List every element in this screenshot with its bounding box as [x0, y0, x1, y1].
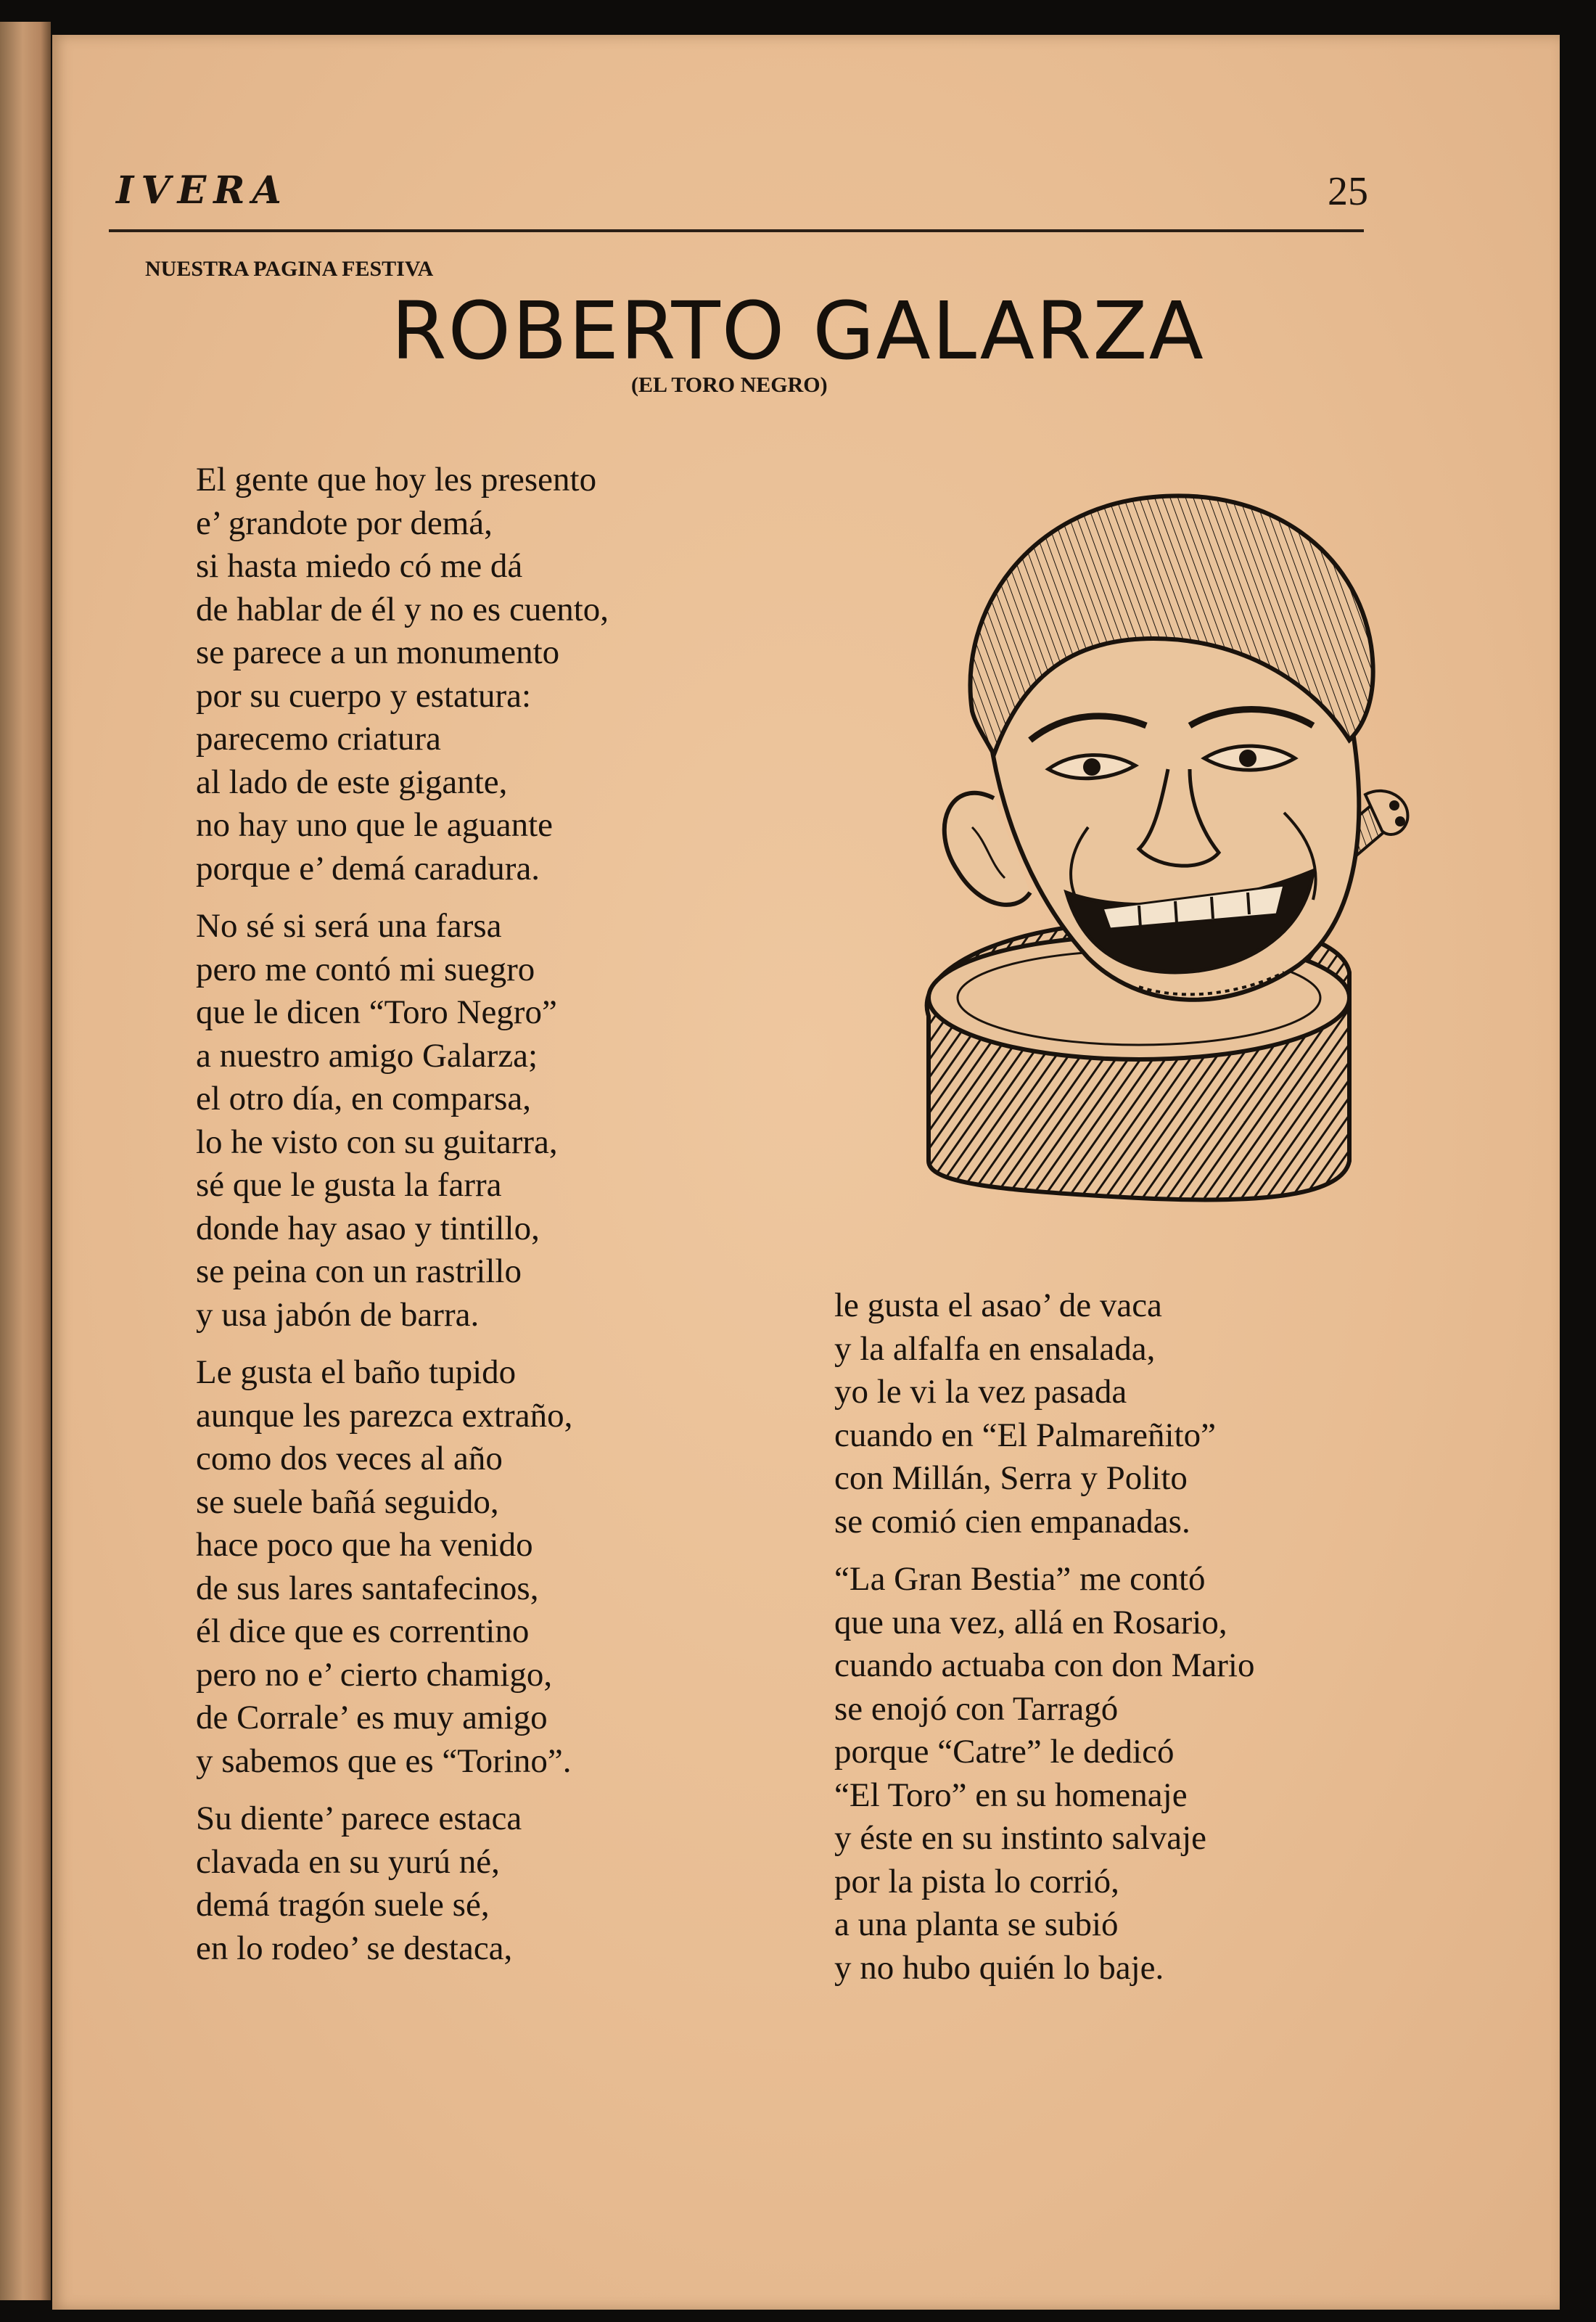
verse-line: se parece a un monumento [196, 633, 560, 671]
verse-line: a una planta se subió [834, 1905, 1119, 1943]
verse-line: se peina con un rastrillo [196, 1252, 522, 1290]
verse-line: parecemo criatura [196, 720, 441, 758]
right-stanza [834, 1284, 1254, 1543]
verse-line: No sé si será una farsa [196, 907, 502, 945]
verse-line: “La Gran Bestia” me contó [834, 1560, 1206, 1598]
poem-right-column [834, 1284, 1254, 2004]
verse-line: no hay uno que le aguante [196, 806, 554, 844]
verse-line: pero me contó mi suegro [196, 950, 535, 988]
left-stanza [196, 1351, 609, 1783]
verse-line: e’ grandote por demá, [196, 504, 493, 542]
verse-line: en lo rodeo’ se destaca, [196, 1929, 513, 1967]
verse-line: Su diente’ parece estaca [196, 1800, 522, 1837]
verse-line: con Millán, Serra y Polito [834, 1459, 1188, 1497]
section-kicker: NUESTRA PAGINA FESTIVA [145, 257, 434, 281]
verse-line: aunque les parezca extraño, [196, 1396, 573, 1435]
verse-line: sé que le gusta la farra [196, 1166, 502, 1204]
running-title: IVERA [116, 168, 289, 213]
verse-line: por la pista lo corrió, [834, 1862, 1119, 1900]
verse-line: él dice que es correntino [196, 1612, 530, 1650]
verse-line: que le dicen “Toro Negro” [196, 993, 557, 1031]
header-rule [109, 229, 1364, 232]
verse-line: si hasta miedo có me dá [196, 547, 523, 585]
verse-line: de Corrale’ es muy amigo [196, 1699, 548, 1736]
verse-line: al lado de este gigante, [196, 763, 508, 801]
verse-line: se suele bañá seguido, [196, 1482, 499, 1521]
verse-line: se comió cien empanadas. [834, 1502, 1190, 1541]
page-number: 25 [1328, 169, 1368, 214]
verse-line: a nuestro amigo Galarza; [196, 1036, 538, 1075]
verse-line: porque e’ demá caradura. [196, 849, 540, 887]
verse-line: el otro día, en comparsa, [196, 1080, 531, 1117]
left-stanza [196, 459, 609, 890]
article-subtitle: (EL TORO NEGRO) [631, 373, 828, 397]
verse-line: se enojó con Tarragó [834, 1689, 1119, 1728]
verse-line: de hablar de él y no es cuento, [196, 590, 609, 628]
verse-line: y la alfalfa en ensalada, [834, 1329, 1156, 1368]
right-stanza [834, 1558, 1254, 1990]
verse-line: hace poco que ha venido [196, 1526, 533, 1564]
verse-line: demá tragón suele sé, [196, 1886, 490, 1924]
article-title: ROBERTO GALARZA [391, 284, 1205, 377]
verse-line: porque “Catre” le dedicó [834, 1733, 1175, 1771]
left-stanza [196, 1797, 609, 1970]
verse-line: y no hubo quién lo baje. [834, 1948, 1164, 1987]
verse-line: cuando actuaba con don Mario [834, 1646, 1255, 1684]
verse-line: cuando en “El Palmareñito” [834, 1416, 1216, 1454]
caricature-illustration [849, 464, 1415, 1205]
caricature-face [945, 496, 1373, 999]
left-stanza [196, 905, 609, 1337]
verse-line: clavada en su yurú né, [196, 1842, 500, 1881]
verse-line: le gusta el asao’ de vaca [834, 1287, 1162, 1324]
verse-line: como dos veces al año [196, 1440, 503, 1477]
verse-line: “El Toro” en su homenaje [834, 1776, 1188, 1814]
verse-line: Le gusta el baño tupido [196, 1353, 517, 1391]
verse-line: de sus lares santafecinos, [196, 1569, 539, 1607]
verse-line: yo le vi la vez pasada [834, 1373, 1127, 1411]
verse-line: lo he visto con su guitarra, [196, 1123, 558, 1161]
verse-line: por su cuerpo y estatura: [196, 676, 532, 715]
verse-line: que una vez, allá en Rosario, [834, 1603, 1227, 1641]
verse-line: y sabemos que es “Torino”. [196, 1742, 572, 1780]
verse-line: y éste en su instinto salvaje [834, 1819, 1206, 1857]
verse-line: y usa jabón de barra. [196, 1295, 480, 1334]
verse-line: pero no e’ cierto chamigo, [196, 1655, 553, 1694]
verse-line: donde hay asao y tintillo, [196, 1209, 540, 1247]
adjacent-page-edge [0, 22, 51, 2300]
verse-line: El gente que hoy les presento [196, 461, 597, 499]
poem-left-column [196, 459, 609, 1985]
